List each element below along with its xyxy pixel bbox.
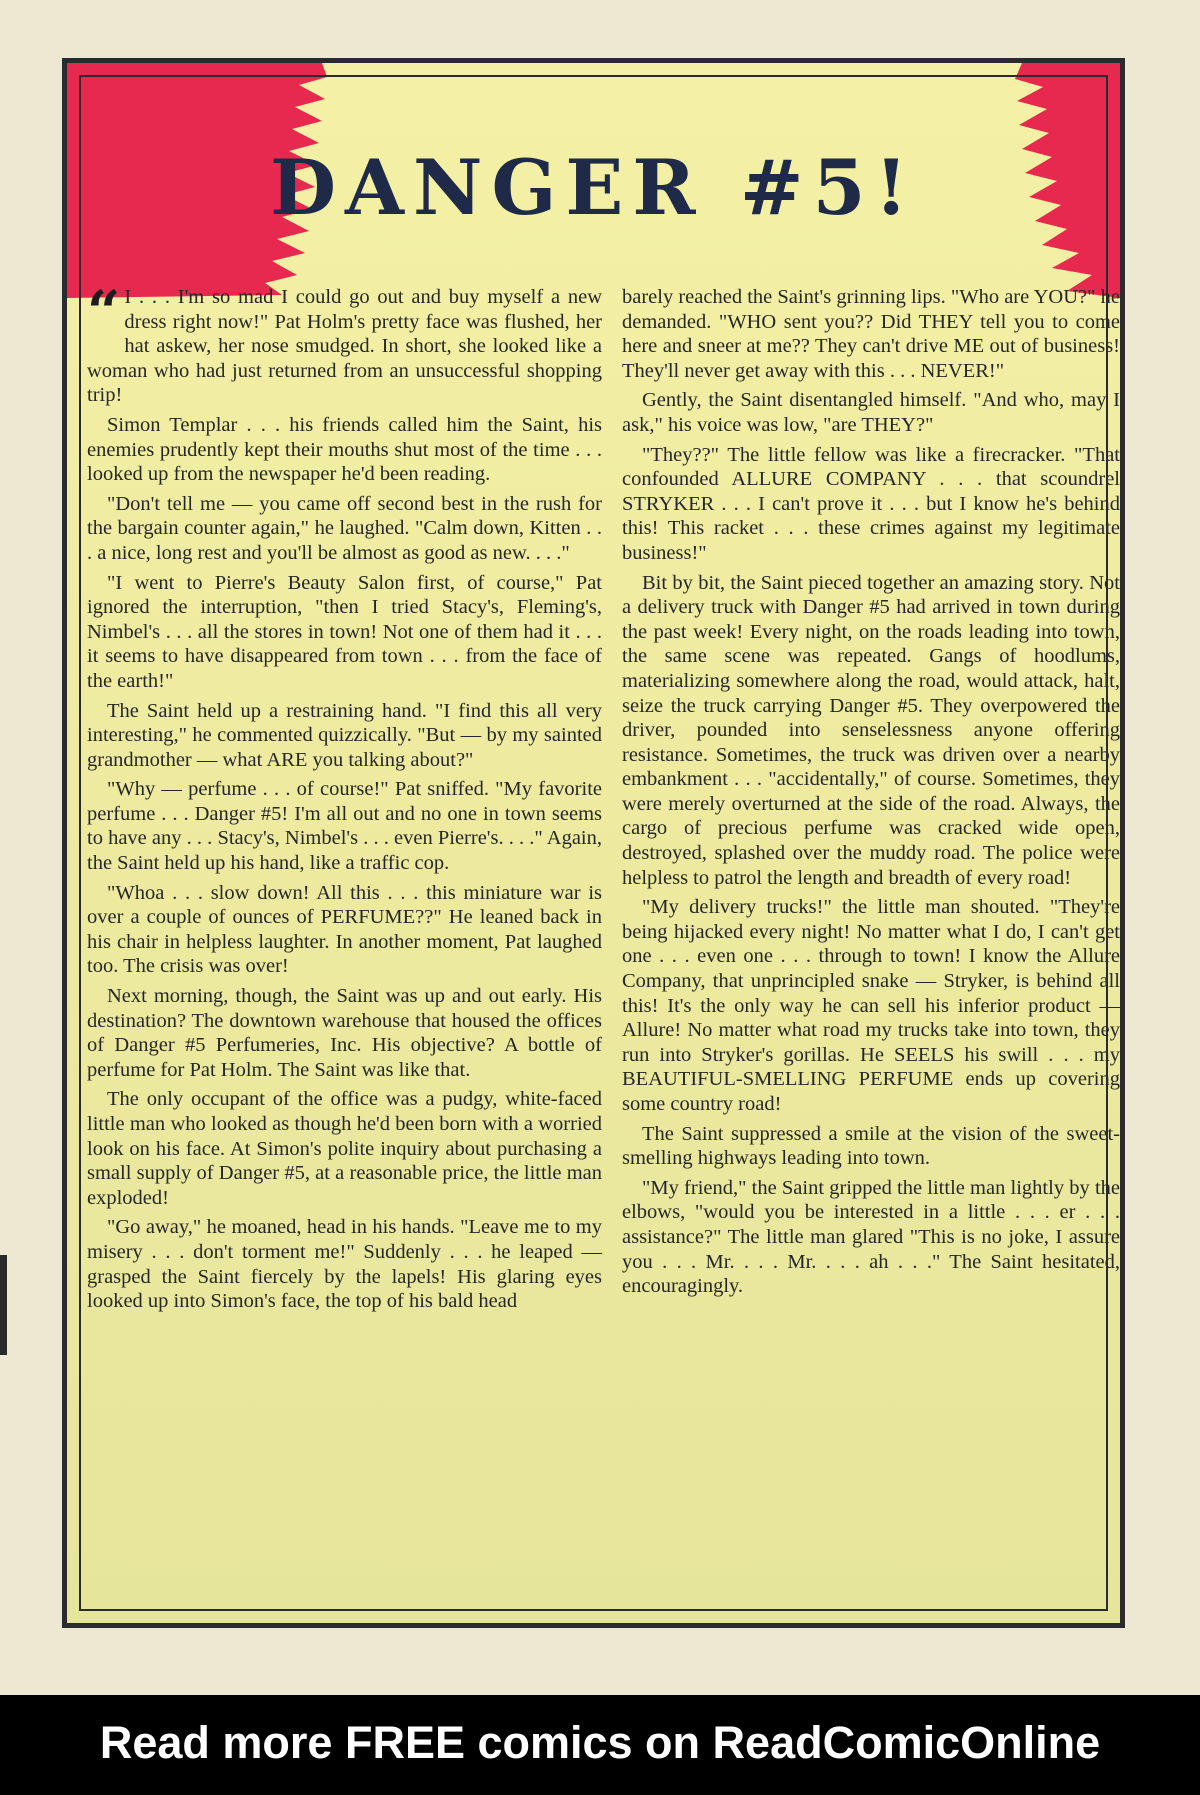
page-edge-mark xyxy=(0,1255,7,1355)
opening-quote-mark: “ xyxy=(87,278,121,346)
paragraph: The Saint suppressed a smile at the vision of the sweet-smelling highways leading into town. xyxy=(622,1122,1120,1170)
paragraph: "I went to Pierre's Beauty Salon first, of course," Pat ignored the interruption, "then I tried Stacy's, Fleming's, Nimbel's . . . all the stores in town! Not one of them had it . . . it seems to have disappeared from town . . . from the face of the earth!" xyxy=(87,571,602,692)
paragraph xyxy=(87,278,602,408)
paragraph-text: I . . . I'm so mad I could go out and buy myself a new dress right now!" Pat Holm's pretty face was flushed, her hat askew, her nose smudged. In short, she looked like a woman who had just returned from an unsuccessful shopping trip! xyxy=(87,286,602,407)
text-column-left xyxy=(87,278,602,1319)
paragraph: The Saint held up a restraining hand. "I find this all very interesting," he commented quizzically. "But — by my sainted grandmother — what ARE you talking about?" xyxy=(87,699,602,771)
paragraph: Simon Templar . . . his friends called him the Saint, his enemies prudently kept their mouths shut most of the time . . . looked up from the newspaper he'd been reading. xyxy=(87,413,602,486)
paragraph: "My friend," the Saint gripped the little man lightly by the elbows, "would you be interested in a little . . . er . . . assistance?" The little man glared "This is no joke, I assure you . . . Mr. . . . Mr. . . . ah . . ." The Saint hesitated, encouragingly. xyxy=(622,1176,1120,1298)
paragraph: "Go away," he moaned, head in his hands. "Leave me to my misery . . . don't torment me!" Suddenly . . . he leaped — grasped the Saint fiercely by the lapels! His glaring eyes looked up into Simon's face, the top of his bald head xyxy=(87,1216,602,1313)
paragraph: "They??" The little fellow was like a firecracker. "That confounded ALLURE COMPANY . . . that scoundrel STRYKER . . . I can't prove it . . . but I know he's behind this! This racket . . . these crimes against my legitimate business!" xyxy=(622,443,1120,564)
paragraph: The only occupant of the office was a pudgy, white-faced little man who looked as though he'd been born with a worried look on his face. At Simon's polite inquiry about purchasing a small supply of Danger #5, at a reasonable price, the little man exploded! xyxy=(87,1088,602,1209)
paragraph: "Don't tell me — you came off second best in the rush for the bargain counter again," he laughed. "Calm down, Kitten . . . a nice, long rest and you'll be almost as good as new. . . ." xyxy=(87,492,602,564)
text-panel xyxy=(62,58,1125,1628)
paragraph: "My delivery trucks!" the little man shouted. "They're being hijacked every night! No matter what I do, I can't get one . . . even one . . . through to town! I know the Allure Company, that unprincipled snake — Stryker, is behind all this! It's the only way he can sell his inferior product — Allure! No matter what road my trucks take into town, they run into Stryker's gorillas. He SEELS his swill . . . my BEAUTIFUL-SMELLING PERFUME ends up covering some country road! xyxy=(622,896,1120,1115)
paragraph: barely reached the Saint's grinning lips. "Who are YOU?" he demanded. "WHO sent you?? Did THEY tell you to come here and sneer at me?? They can't drive ME out of business! They'll never get away with this . . . NEVER!" xyxy=(622,286,1120,382)
story-title: DANGER #5! xyxy=(270,143,917,232)
paragraph: "Whoa . . . slow down! All this . . . this miniature war is over a couple of ounces of PERFUME??" He leaned back in his chair in helpless laughter. In another moment, Pat laughed too. The crisis was over! xyxy=(87,881,602,978)
paragraph: "Why — perfume . . . of course!" Pat sniffed. "My favorite perfume . . . Danger #5! I'm all out and no one in town seems to have any . . . Stacy's, Nimbel's . . . even Pierre's. . . ." Again, the Saint held up his hand, like a traffic cop. xyxy=(87,778,602,875)
footer-link-text[interactable]: Read more FREE comics on ReadComicOnline xyxy=(99,1717,1101,1768)
paragraph: Next morning, though, the Saint was up and out early. His destination? The downtown warehouse that housed the offices of Danger #5 Perfumeries, Inc. His objective? A bottle of perfume for Pat Holm. The Saint was like that. xyxy=(87,985,602,1081)
paragraph: Bit by bit, the Saint pieced together an amazing story. Not a delivery truck with Danger #5 had arrived in town during the past week! Every night, on the roads leading into town, the same scene was repeated. Gangs of hoodlums, materializing somewhere along the road, would attack, halt, seize the truck carrying Danger #5. They overpowered the driver, pounded into senselessness anyone offering resistance. Sometimes, the truck was driven over a nearby embankment . . . "accidentally," of course. Sometimes, they were merely overturned at the side of the road. Always, the cargo of precious perfume was cracked wide open, destroyed, splashed over the muddy road. The police were helpless to patrol the length and breadth of every road! xyxy=(622,571,1120,889)
text-column-right xyxy=(622,285,1120,1304)
paragraph: Gently, the Saint disentangled himself. "And who, may I ask," his voice was low, "are THEY?" xyxy=(622,389,1120,436)
